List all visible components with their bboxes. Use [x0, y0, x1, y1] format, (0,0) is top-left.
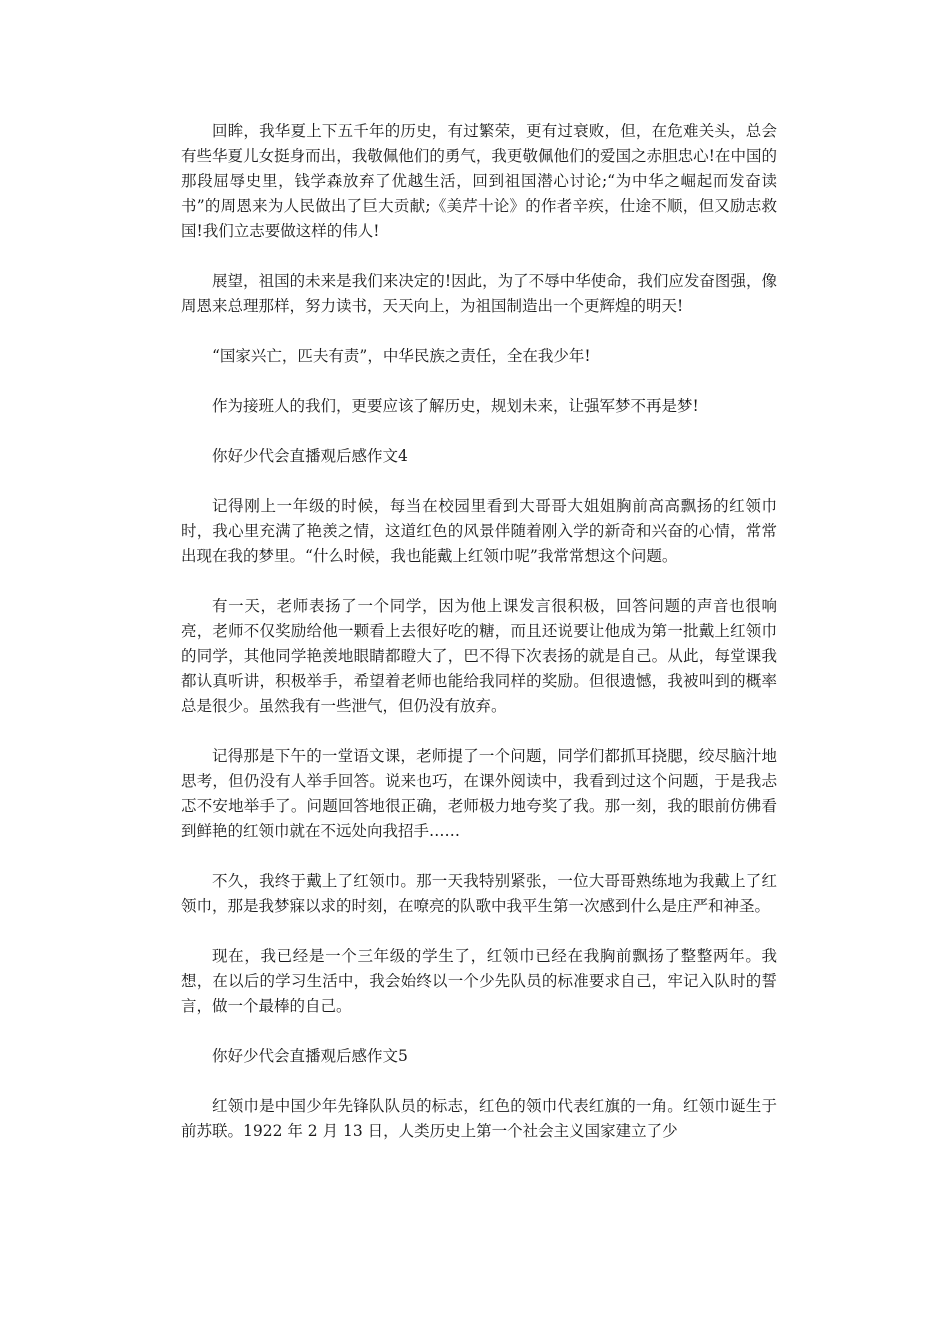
paragraph: 不久，我终于戴上了红领巾。那一天我特别紧张，一位大哥哥熟练地为我戴上了红领巾，那是我梦寐以求的时刻，在嘹亮的队歌中我平生第一次感到什么是庄严和神圣。	[181, 872, 777, 915]
paragraph: 现在，我已经是一个三年级的学生了，红领巾已经在我胸前飘扬了整整两年。我想，在以后的学习生活中，我会始终以一个少先队员的标准要求自己，牢记入队时的誓言，做一个最棒的自己。	[181, 947, 777, 1015]
paragraph: 作为接班人的我们，更要应该了解历史，规划未来，让强军梦不再是梦!	[212, 397, 699, 415]
paragraph: 展望，祖国的未来是我们来决定的!因此，为了不辱中华使命，我们应发奋图强，像周恩来总理那样，努力读书，天天向上，为祖国制造出一个更辉煌的明天!	[181, 272, 777, 315]
paragraph: “国家兴亡，匹夫有责”，中华民族之责任，全在我少年!	[212, 347, 591, 365]
section-heading: 你好少代会直播观后感作文5	[212, 1047, 408, 1065]
section-heading: 你好少代会直播观后感作文4	[212, 447, 408, 465]
paragraph: 记得那是下午的一堂语文课，老师提了一个问题，同学们都抓耳挠腮，绞尽脑汁地思考，但仍没有人举手回答。说来也巧，在课外阅读中，我看到过这个问题，于是我忐忑不安地举手了。问题回答地很正确，老师极力地夸奖了我。那一刻，我的眼前仿佛看到鲜艳的红领巾就在不远处向我招手……	[181, 747, 777, 840]
paragraph: 回眸，我华夏上下五千年的历史，有过繁荣，更有过衰败，但，在危难关头，总会有些华夏儿女挺身而出，我敬佩他们的勇气，我更敬佩他们的爱国之赤胆忠心!在中国的那段屈辱史里，钱学森放弃了优越生活，回到祖国潜心讨论;“为中华之崛起而发奋读书”的周恩来为人民做出了巨大贡献;《美芹十论》的作者辛疾，仕途不顺，但又励志救国!我们立志要做这样的伟人!	[181, 122, 777, 240]
paragraph: 红领巾是中国少年先锋队队员的标志，红色的领巾代表红旗的一角。红领巾诞生于前苏联。1922 年 2 月 13 日，人类历史上第一个社会主义国家建立了少	[181, 1097, 777, 1140]
document-page	[181, 119, 777, 1169]
paragraph: 记得刚上一年级的时候，每当在校园里看到大哥哥大姐姐胸前高高飘扬的红领巾时，我心里充满了艳羡之情，这道红色的风景伴随着刚入学的新奇和兴奋的心情，常常出现在我的梦里。“什么时候，我也能戴上红领巾呢”我常常想这个问题。	[181, 497, 777, 565]
paragraph: 有一天，老师表扬了一个同学，因为他上课发言很积极，回答问题的声音也很响亮，老师不仅奖励给他一颗看上去很好吃的糖，而且还说要让他成为第一批戴上红领巾的同学，其他同学艳羡地眼睛都瞪大了，巴不得下次表扬的就是自己。从此，每堂课我都认真听讲，积极举手，希望着老师也能给我同样的奖励。但很遗憾，我被叫到的概率总是很少。虽然我有一些泄气，但仍没有放弃。	[181, 597, 777, 715]
